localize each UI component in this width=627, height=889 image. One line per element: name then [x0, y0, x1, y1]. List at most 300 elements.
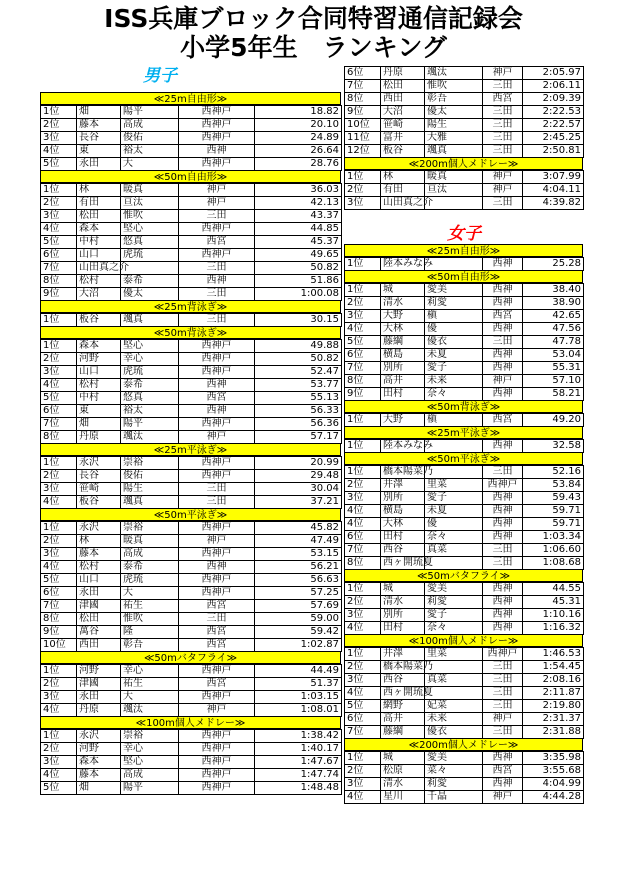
- ranking-table: [344, 751, 584, 804]
- given-name-cell: 槇: [425, 414, 483, 427]
- time-cell: 45.82: [255, 522, 342, 535]
- time-cell: 42.13: [255, 197, 342, 210]
- time-cell: 1:06.60: [523, 544, 584, 557]
- family-name-cell: 森本: [77, 340, 121, 353]
- family-name-cell: 中村: [77, 236, 121, 249]
- rank-cell: 1位: [41, 340, 77, 353]
- club-cell: 神戸: [179, 197, 255, 210]
- time-cell: 1:40.17: [255, 743, 342, 756]
- rank-cell: 2位: [41, 197, 77, 210]
- rank-cell: 8位: [345, 93, 381, 106]
- family-name-cell: 大野: [381, 310, 425, 323]
- rank-cell: 4位: [41, 561, 77, 574]
- rank-cell: 3位: [345, 197, 381, 210]
- table-row: [345, 119, 584, 132]
- family-name-cell: 星川: [381, 791, 425, 804]
- time-cell: 2:06.11: [523, 80, 584, 93]
- table-row: [345, 505, 584, 518]
- ranking-table: [344, 66, 584, 158]
- table-row: [345, 596, 584, 609]
- event-header: ≪100m個人メドレー≫: [40, 716, 341, 729]
- given-name-cell: 高成: [121, 769, 179, 782]
- time-cell: 45.31: [523, 596, 584, 609]
- family-name-cell: 永沢: [77, 730, 121, 743]
- time-cell: 1:47.74: [255, 769, 342, 782]
- given-name-cell: 里菜: [425, 648, 483, 661]
- table-row: [345, 648, 584, 661]
- family-name-cell: 中村: [77, 392, 121, 405]
- ranking-table: [40, 105, 342, 171]
- rank-cell: 6位: [345, 713, 381, 726]
- club-cell: 西神: [483, 284, 523, 297]
- table-row: [345, 132, 584, 145]
- time-cell: 1:46.53: [523, 648, 584, 661]
- rank-cell: 5位: [41, 574, 77, 587]
- given-name-cell: 愛子: [425, 492, 483, 505]
- family-name-cell: 橋本陽菜乃: [381, 466, 425, 479]
- family-name-cell: 丹原: [381, 67, 425, 80]
- table-row: [345, 492, 584, 505]
- time-cell: 36.03: [255, 184, 342, 197]
- rank-cell: 1位: [41, 665, 77, 678]
- family-name-cell: 河野: [77, 665, 121, 678]
- given-name-cell: 泰希: [121, 379, 179, 392]
- time-cell: 2:45.25: [523, 132, 584, 145]
- time-cell: 37.21: [255, 496, 342, 509]
- club-cell: 西神: [483, 622, 523, 635]
- rank-cell: 6位: [345, 531, 381, 544]
- table-row: [41, 418, 342, 431]
- given-name-cell: 堅心: [121, 340, 179, 353]
- time-cell: 59.43: [523, 492, 584, 505]
- table-row: [345, 67, 584, 80]
- club-cell: 西神: [483, 609, 523, 622]
- club-cell: 西神戸: [179, 158, 255, 171]
- given-name-cell: 大: [121, 691, 179, 704]
- family-name-cell: 山田真之介: [77, 262, 121, 275]
- rank-cell: 3位: [345, 778, 381, 791]
- rank-cell: 4位: [345, 505, 381, 518]
- given-name-cell: 俊佑: [121, 132, 179, 145]
- club-cell: 西神戸: [483, 648, 523, 661]
- club-cell: 西神戸: [179, 418, 255, 431]
- ranking-table: [40, 183, 342, 301]
- club-cell: 神戸: [483, 791, 523, 804]
- rank-cell: 2位: [345, 297, 381, 310]
- time-cell: 49.20: [523, 414, 584, 427]
- rank-cell: 7位: [345, 80, 381, 93]
- family-name-cell: 清水: [381, 297, 425, 310]
- table-row: [345, 531, 584, 544]
- club-cell: 神戸: [483, 713, 523, 726]
- club-cell: 西神戸: [483, 479, 523, 492]
- family-name-cell: 山口: [77, 249, 121, 262]
- family-name-cell: 松村: [77, 379, 121, 392]
- club-cell: 三田: [179, 288, 255, 301]
- given-name-cell: [425, 687, 483, 700]
- family-name-cell: 西ヶ開琉夏: [381, 687, 425, 700]
- family-name-cell: 有田: [77, 197, 121, 210]
- rank-cell: 1位: [41, 457, 77, 470]
- time-cell: 18.82: [255, 106, 342, 119]
- family-name-cell: 笹崎: [77, 483, 121, 496]
- club-cell: 西神戸: [179, 574, 255, 587]
- given-name-cell: 陽平: [121, 106, 179, 119]
- rank-cell: 5位: [41, 782, 77, 795]
- given-name-cell: 莉愛: [425, 596, 483, 609]
- rank-cell: 3位: [41, 483, 77, 496]
- family-name-cell: 永田: [77, 691, 121, 704]
- table-row: [41, 106, 342, 119]
- ranking-table: [344, 413, 584, 427]
- club-cell: 西神戸: [179, 782, 255, 795]
- time-cell: 2:08.16: [523, 674, 584, 687]
- rank-cell: 3位: [41, 548, 77, 561]
- rank-cell: 3位: [345, 674, 381, 687]
- given-name-cell: 奈々: [425, 622, 483, 635]
- rank-cell: 8位: [41, 613, 77, 626]
- club-cell: 西神戸: [179, 457, 255, 470]
- club-cell: 西神: [179, 561, 255, 574]
- table-row: [41, 145, 342, 158]
- rank-cell: 4位: [41, 379, 77, 392]
- time-cell: 57.17: [255, 431, 342, 444]
- table-row: [345, 284, 584, 297]
- family-name-cell: 大野: [381, 414, 425, 427]
- family-name-cell: 森本: [77, 756, 121, 769]
- family-name-cell: 清水: [381, 778, 425, 791]
- given-name-cell: 崇裕: [121, 730, 179, 743]
- family-name-cell: 永沢: [77, 522, 121, 535]
- family-name-cell: 長谷: [77, 470, 121, 483]
- family-name-cell: 松田: [77, 210, 121, 223]
- given-name-cell: 愛美: [425, 752, 483, 765]
- event-header: ≪25m自由形≫: [40, 92, 341, 105]
- table-row: [41, 184, 342, 197]
- club-cell: 西神: [483, 492, 523, 505]
- given-name-cell: 里菜: [425, 479, 483, 492]
- rank-cell: 6位: [41, 405, 77, 418]
- time-cell: 47.49: [255, 535, 342, 548]
- family-name-cell: 萬谷: [77, 626, 121, 639]
- family-name-cell: 横島: [381, 349, 425, 362]
- given-name-cell: 優太: [425, 106, 483, 119]
- family-name-cell: 永田: [77, 158, 121, 171]
- rank-cell: 6位: [41, 587, 77, 600]
- rank-cell: 9位: [345, 388, 381, 401]
- family-name-cell: 林: [77, 535, 121, 548]
- club-cell: 三田: [483, 119, 523, 132]
- given-name-cell: [425, 661, 483, 674]
- table-row: [345, 80, 584, 93]
- table-row: [41, 782, 342, 795]
- table-row: [41, 483, 342, 496]
- table-row: [345, 145, 584, 158]
- time-cell: 2:31.37: [523, 713, 584, 726]
- family-name-cell: 津國: [77, 600, 121, 613]
- rank-cell: 3位: [345, 310, 381, 323]
- given-name-cell: 虎琉: [121, 574, 179, 587]
- table-row: [41, 678, 342, 691]
- club-cell: 西神戸: [179, 691, 255, 704]
- rank-cell: 3位: [41, 691, 77, 704]
- table-row: [41, 626, 342, 639]
- family-name-cell: 藤本: [77, 119, 121, 132]
- table-row: [345, 297, 584, 310]
- club-cell: 三田: [179, 314, 255, 327]
- given-name-cell: 彰吾: [121, 639, 179, 652]
- family-name-cell: 藤綱: [381, 726, 425, 739]
- family-name-cell: 山田真之介: [381, 197, 425, 210]
- club-cell: 西宮: [179, 678, 255, 691]
- time-cell: 57.10: [523, 375, 584, 388]
- given-name-cell: 暖真: [121, 535, 179, 548]
- club-cell: 西神: [179, 405, 255, 418]
- club-cell: 神戸: [483, 375, 523, 388]
- time-cell: 3:55.68: [523, 765, 584, 778]
- club-cell: 西神: [483, 583, 523, 596]
- family-name-cell: 津國: [77, 678, 121, 691]
- time-cell: 30.04: [255, 483, 342, 496]
- rank-cell: 10位: [345, 119, 381, 132]
- time-cell: 2:05.97: [523, 67, 584, 80]
- family-name-cell: 丹原: [77, 431, 121, 444]
- given-name-cell: 奈々: [425, 531, 483, 544]
- table-row: [41, 119, 342, 132]
- time-cell: 52.16: [523, 466, 584, 479]
- club-cell: 三田: [483, 544, 523, 557]
- club-cell: 西神戸: [179, 249, 255, 262]
- rank-cell: 2位: [345, 765, 381, 778]
- ranking-table: [344, 170, 584, 210]
- event-header: ≪200m個人メドレー≫: [344, 157, 583, 170]
- event-header: ≪25m平泳ぎ≫: [344, 426, 583, 439]
- ranking-table: [344, 582, 584, 635]
- family-name-cell: 別所: [381, 492, 425, 505]
- club-cell: 西宮: [179, 626, 255, 639]
- table-row: [345, 197, 584, 210]
- rank-cell: 8位: [345, 557, 381, 570]
- given-name-cell: [121, 262, 179, 275]
- time-cell: 1:16.32: [523, 622, 584, 635]
- time-cell: 49.65: [255, 249, 342, 262]
- table-row: [41, 210, 342, 223]
- given-name-cell: 俊佑: [121, 470, 179, 483]
- rank-cell: 7位: [345, 726, 381, 739]
- event-header: ≪25m自由形≫: [344, 244, 583, 257]
- table-row: [345, 661, 584, 674]
- club-cell: 西神: [483, 518, 523, 531]
- family-name-cell: 山口: [77, 574, 121, 587]
- time-cell: 44.85: [255, 223, 342, 236]
- given-name-cell: 奈々: [425, 388, 483, 401]
- event-header: ≪200m個人メドレー≫: [344, 738, 583, 751]
- ranking-table: [344, 647, 584, 739]
- time-cell: 38.40: [523, 284, 584, 297]
- club-cell: 西神戸: [179, 340, 255, 353]
- table-row: [345, 184, 584, 197]
- club-cell: 西宮: [179, 236, 255, 249]
- table-row: [345, 414, 584, 427]
- family-name-cell: 高井: [381, 713, 425, 726]
- time-cell: 59.71: [523, 505, 584, 518]
- rank-cell: 1位: [345, 440, 381, 453]
- time-cell: 30.15: [255, 314, 342, 327]
- ranking-table: [344, 283, 584, 401]
- rank-cell: 3位: [41, 132, 77, 145]
- time-cell: 1:08.68: [523, 557, 584, 570]
- given-name-cell: [425, 557, 483, 570]
- club-cell: 西神戸: [179, 353, 255, 366]
- family-name-cell: 笹崎: [381, 119, 425, 132]
- club-cell: 西神: [483, 323, 523, 336]
- club-cell: 西宮: [483, 310, 523, 323]
- time-cell: 51.37: [255, 678, 342, 691]
- club-cell: 三田: [483, 466, 523, 479]
- club-cell: 三田: [179, 483, 255, 496]
- time-cell: 59.00: [255, 613, 342, 626]
- club-cell: 三田: [179, 262, 255, 275]
- club-cell: 西神: [179, 145, 255, 158]
- given-name-cell: 陽生: [425, 119, 483, 132]
- table-row: [41, 314, 342, 327]
- family-name-cell: 東: [77, 145, 121, 158]
- table-row: [41, 366, 342, 379]
- table-row: [41, 457, 342, 470]
- table-row: [41, 665, 342, 678]
- time-cell: 44.55: [523, 583, 584, 596]
- table-row: [41, 470, 342, 483]
- club-cell: 西神戸: [179, 743, 255, 756]
- rank-cell: 4位: [41, 223, 77, 236]
- given-name-cell: 暖真: [425, 171, 483, 184]
- family-name-cell: 西谷: [381, 674, 425, 687]
- table-row: [345, 388, 584, 401]
- rank-cell: 4位: [345, 323, 381, 336]
- club-cell: 神戸: [179, 184, 255, 197]
- time-cell: 2:22.57: [523, 119, 584, 132]
- time-cell: 3:07.99: [523, 171, 584, 184]
- family-name-cell: 松田: [381, 80, 425, 93]
- table-row: [345, 336, 584, 349]
- rank-cell: 1位: [345, 583, 381, 596]
- club-cell: 西神: [483, 388, 523, 401]
- ranking-table: [40, 729, 342, 795]
- given-name-cell: 優衣: [425, 726, 483, 739]
- given-name-cell: 千晶: [425, 791, 483, 804]
- club-cell: 西神: [483, 258, 523, 271]
- given-name-cell: 颯汰: [121, 431, 179, 444]
- club-cell: 西神: [483, 778, 523, 791]
- rank-cell: 2位: [41, 743, 77, 756]
- rank-cell: 4位: [345, 518, 381, 531]
- time-cell: 2:19.80: [523, 700, 584, 713]
- given-name-cell: 虎琉: [121, 249, 179, 262]
- family-name-cell: 東: [77, 405, 121, 418]
- given-name-cell: 高成: [121, 119, 179, 132]
- table-row: [41, 756, 342, 769]
- table-row: [345, 609, 584, 622]
- time-cell: 56.33: [255, 405, 342, 418]
- time-cell: 2:09.39: [523, 93, 584, 106]
- family-name-cell: 林: [381, 171, 425, 184]
- rank-cell: 6位: [41, 249, 77, 262]
- given-name-cell: 泰希: [121, 275, 179, 288]
- given-name-cell: 莉愛: [425, 297, 483, 310]
- page-title: ISS兵庫ブロック合同特習通信記録会: [104, 4, 523, 33]
- given-name-cell: 隆: [121, 626, 179, 639]
- table-row: [345, 752, 584, 765]
- time-cell: 44.49: [255, 665, 342, 678]
- family-name-cell: 板谷: [381, 145, 425, 158]
- family-name-cell: 河野: [77, 743, 121, 756]
- rank-cell: 4位: [345, 687, 381, 700]
- given-name-cell: 優衣: [425, 336, 483, 349]
- table-row: [345, 713, 584, 726]
- family-name-cell: 永沢: [77, 457, 121, 470]
- rank-cell: 3位: [41, 366, 77, 379]
- rank-cell: 7位: [345, 544, 381, 557]
- given-name-cell: 颯汰: [425, 67, 483, 80]
- family-name-cell: 田村: [381, 531, 425, 544]
- time-cell: 1:08.01: [255, 704, 342, 717]
- club-cell: 西神戸: [179, 366, 255, 379]
- family-name-cell: 大林: [381, 323, 425, 336]
- time-cell: 1:00.08: [255, 288, 342, 301]
- table-row: [41, 613, 342, 626]
- ranking-table: [344, 465, 584, 570]
- table-row: [41, 340, 342, 353]
- time-cell: 28.76: [255, 158, 342, 171]
- club-cell: 三田: [179, 210, 255, 223]
- rank-cell: 1位: [41, 184, 77, 197]
- family-name-cell: 西田: [77, 639, 121, 652]
- rank-cell: 4位: [345, 622, 381, 635]
- given-name-cell: 颯真: [425, 145, 483, 158]
- table-row: [345, 557, 584, 570]
- family-name-cell: 城: [381, 583, 425, 596]
- given-name-cell: 真菜: [425, 544, 483, 557]
- time-cell: 47.78: [523, 336, 584, 349]
- family-name-cell: 城: [381, 284, 425, 297]
- time-cell: 51.86: [255, 275, 342, 288]
- family-name-cell: 山口: [77, 366, 121, 379]
- club-cell: 神戸: [179, 704, 255, 717]
- time-cell: 52.47: [255, 366, 342, 379]
- rank-cell: 2位: [41, 678, 77, 691]
- club-cell: 西神戸: [179, 756, 255, 769]
- club-cell: 三田: [483, 106, 523, 119]
- given-name-cell: 愛子: [425, 609, 483, 622]
- given-name-cell: 未来: [425, 375, 483, 388]
- club-cell: 西神戸: [179, 548, 255, 561]
- time-cell: 53.84: [523, 479, 584, 492]
- family-name-cell: 井澤: [381, 479, 425, 492]
- time-cell: 4:04.99: [523, 778, 584, 791]
- time-cell: 58.21: [523, 388, 584, 401]
- table-row: [345, 765, 584, 778]
- club-cell: 神戸: [179, 535, 255, 548]
- rank-cell: 3位: [41, 210, 77, 223]
- club-cell: 西神: [483, 440, 523, 453]
- given-name-cell: 未夏: [425, 505, 483, 518]
- club-cell: 三田: [483, 197, 523, 210]
- given-name-cell: 惟吹: [121, 613, 179, 626]
- club-cell: 三田: [483, 700, 523, 713]
- time-cell: 59.42: [255, 626, 342, 639]
- family-name-cell: 大林: [381, 518, 425, 531]
- club-cell: 三田: [483, 336, 523, 349]
